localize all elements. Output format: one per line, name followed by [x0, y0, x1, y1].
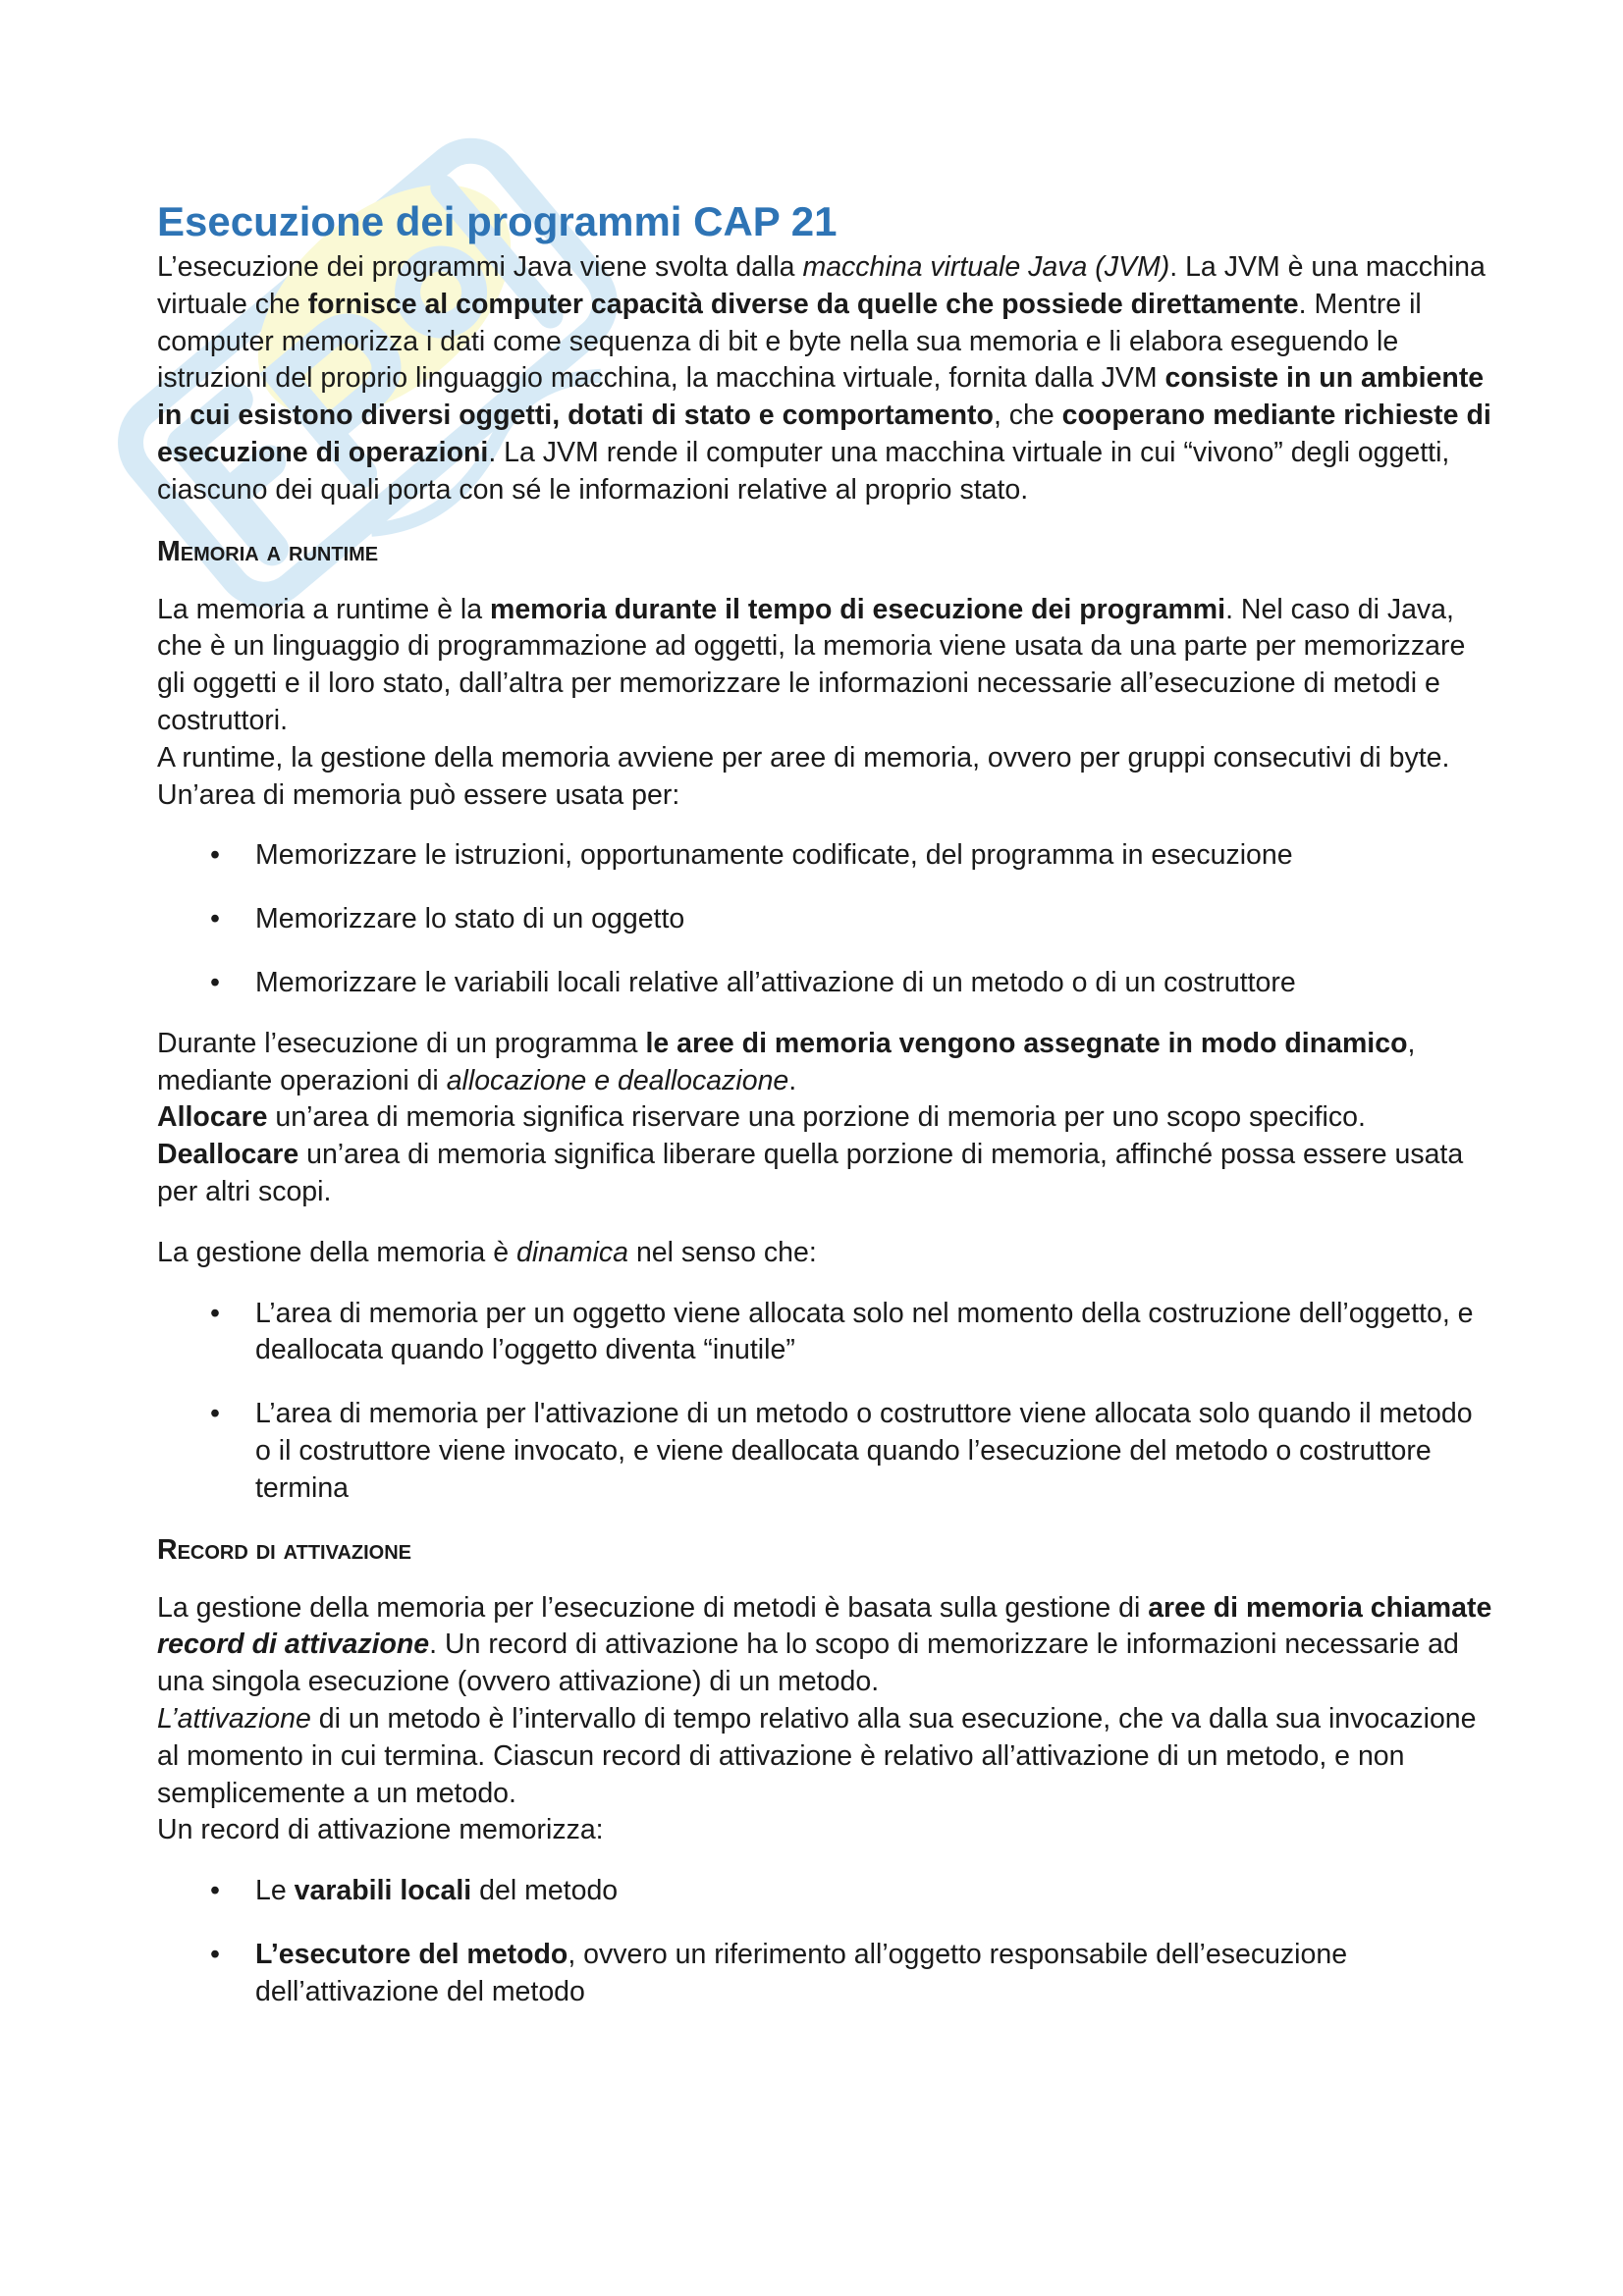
bullet-icon: •	[210, 903, 220, 935]
paragraph: Un record di attivazione memorizza:	[157, 1814, 604, 1846]
bullet-list	[157, 1873, 1492, 2010]
list-item: • L’area di memoria per l'attivazione di un metodo o costruttore viene allocata solo quando il metodo o il costruttore viene invocato, e viene deallocata quando l’esecuzione del metodo o costruttore termina	[210, 1398, 1473, 1504]
intro-paragraph: L’esecuzione dei programmi Java viene svolta dalla macchina virtuale Java (JVM). La JVM è una macchina virtuale che fornisce al computer capacità diverse da quelle che possiede direttamente. Mentre il computer memorizza i dati come sequenza di bit e byte nella sua memoria e li elabora eseguendo le istruzioni del proprio linguaggio macchina, la macchina virtuale, fornita dalla JVM consiste in un ambiente in cui esistono diversi oggetti, dotati di stato e comportamento, che cooperano mediante richieste di esecuzione di operazioni. La JVM rende il computer una macchina virtuale in cui “vivono” degli oggetti, ciascuno dei quali porta con sé le informazioni relative al proprio stato.	[157, 251, 1491, 506]
list-item: • L’area di memoria per un oggetto viene allocata solo nel momento della costruzione dell’oggetto, e deallocata quando l’oggetto diventa “inutile”	[210, 1297, 1474, 1366]
paragraph: Un’area di memoria può essere usata per:	[157, 778, 680, 811]
bullet-icon: •	[210, 1297, 220, 1329]
list-item: • Le varabili locali del metodo	[157, 1873, 1492, 1910]
list-item: • L’esecutore del metodo, ovvero un riferimento all’oggetto responsabile dell’esecuzione dell’attivazione del metodo	[210, 1938, 1348, 2007]
paragraph: L’attivazione di un metodo è l’intervallo di tempo relativo alla sua esecuzione, che va dalla sua invocazione al momento in cui termina. Ciascun record di attivazione è relativo all’attivazione di un metodo, e non semplicemente a un metodo.	[157, 1702, 1477, 1809]
paragraph: Deallocare un’area di memoria significa liberare quella porzione di memoria, affinché possa essere usata per altri scopi.	[157, 1139, 1464, 1207]
list-item: • Memorizzare lo stato di un oggetto	[157, 901, 1492, 938]
document-page	[157, 196, 1492, 2034]
section-heading-record-attivazione: Record di attivazione	[157, 1533, 412, 1566]
list-item: • Memorizzare le variabili locali relative all’attivazione di un metodo o di un costruttore	[157, 965, 1492, 1002]
bullet-list	[157, 1296, 1492, 1508]
bullet-icon: •	[210, 1938, 220, 1970]
paragraph: Allocare un’area di memoria significa riservare una porzione di memoria per uno scopo specifico.	[157, 1101, 1366, 1134]
bullet-icon: •	[210, 1398, 220, 1430]
paragraph: A runtime, la gestione della memoria avviene per aree di memoria, ovvero per gruppi consecutivi di byte.	[157, 741, 1450, 774]
bullet-list	[157, 837, 1492, 1001]
paragraph: Durante l’esecuzione di un programma le aree di memoria vengono assegnate in modo dinamico, mediante operazioni di allocazione e deallocazione.	[157, 1027, 1416, 1096]
section-heading-memoria-runtime: Memoria a runtime	[157, 535, 379, 567]
paragraph: La gestione della memoria è dinamica nel senso che:	[157, 1236, 817, 1268]
page-title: Esecuzione dei programmi CAP 21	[157, 198, 838, 244]
bullet-icon: •	[210, 966, 220, 998]
paragraph: La gestione della memoria per l’esecuzione di metodi è basata sulla gestione di aree di memoria chiamate record di attivazione. Un record di attivazione ha lo scopo di memorizzare le informazioni necessarie ad una singola esecuzione (ovvero attivazione) di un metodo.	[157, 1591, 1492, 1698]
bullet-icon: •	[210, 839, 220, 872]
list-item: • Memorizzare le istruzioni, opportunamente codificate, del programma in esecuzione	[157, 837, 1492, 875]
bullet-icon: •	[210, 1875, 220, 1907]
paragraph: La memoria a runtime è la memoria durante il tempo di esecuzione dei programmi. Nel caso di Java, che è un linguaggio di programmazione ad oggetti, la memoria viene usata da una parte per memorizzare gli oggetti e il loro stato, dall’altra per memorizzare le informazioni necessarie all’esecuzione di metodi e costruttori.	[157, 593, 1466, 736]
